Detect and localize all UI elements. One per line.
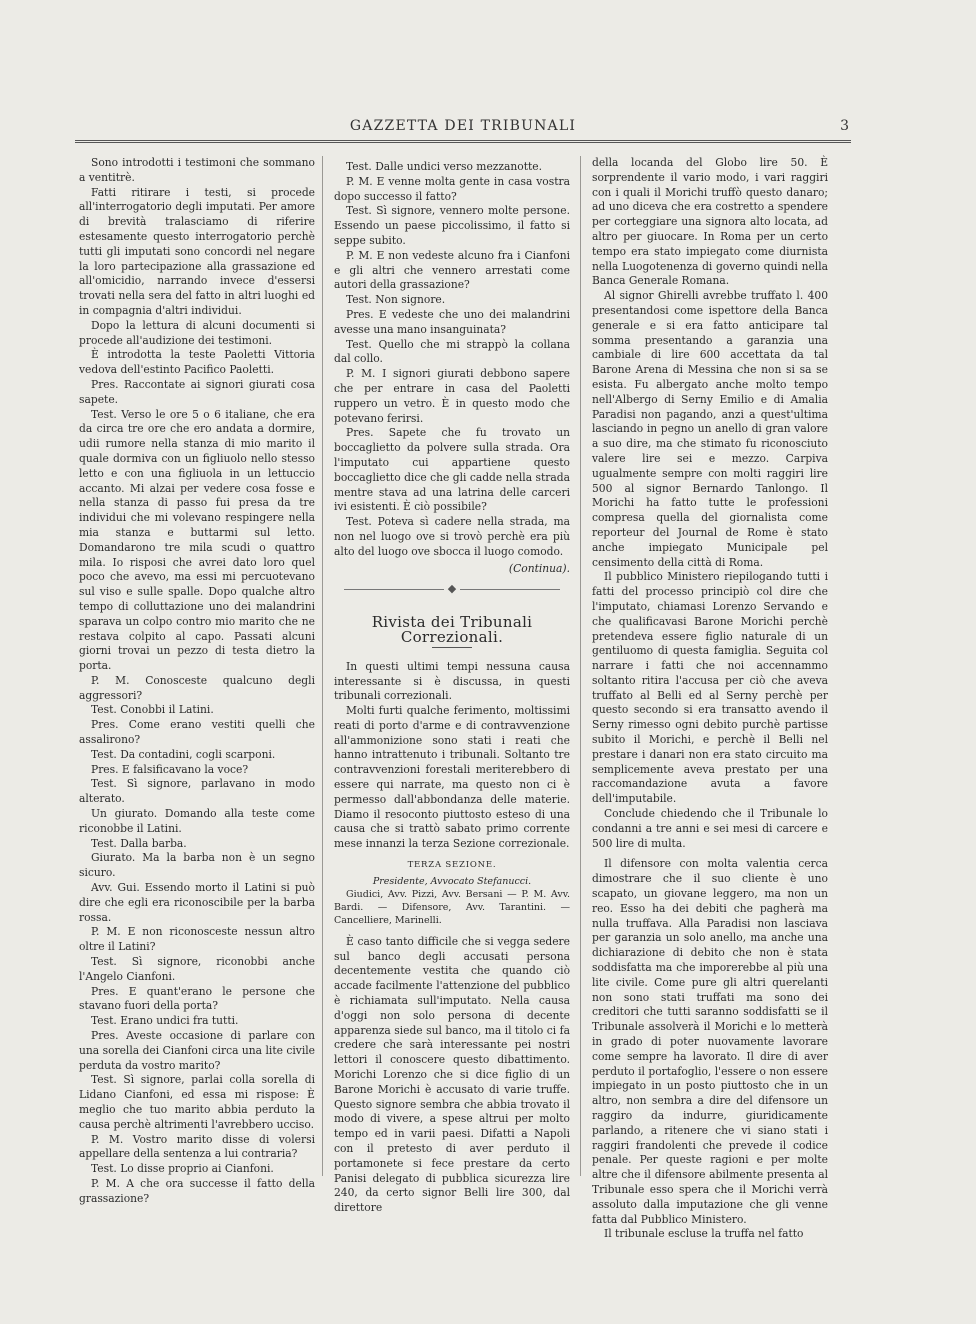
paragraph: È caso tanto difficile che si vegga sedere sul banco degli accusati persona decentemente vestita che quando ciò accade facilmente l'attenzione del pubblico è richiamata sull'imputato. Nella causa d'oggi non solo persona di decente apparenza siede sul banco, ma il titolo ci fa credere che sarà interessante pei nostri lettori il conoscere questo dibattimento. Morichi Lorenzo che si dice figlio di un Barone Morichi è accusato di varie truffe. Questo signore sembra che abbia trovato il modo di vivere, a spese altrui per molto tempo ed in varii paesi. Difatti a Napoli con il pretesto di aver perduto il portamonete si fece prestare da certo Panisi delegato di pubblica sicurezza lire 240, da certo signor Belli lire 300, dal direttore: [334, 934, 570, 1215]
paragraph: Il tribunale escluse la truffa nel fatto: [604, 1227, 804, 1241]
paragraph: Pres. Come erano vestiti quelli che assalirono?: [79, 718, 315, 747]
paragraph: Test. Sì signore, riconobbi anche l'Angelo Cianfoni.: [79, 955, 315, 983]
paragraph: Test. Dalle undici verso mezzanotte.: [346, 160, 543, 173]
presidency-line: Presidente, Avvocato Stefanucci.: [372, 875, 532, 887]
paragraph: Pres. Aveste occasione di parlare con una sorella dei Cianfoni circa una lite civile perduta da vostro marito?: [79, 1029, 315, 1072]
paragraph: Test. Non signore.: [346, 293, 446, 307]
paragraph: Il pubblico Ministero riepilogando tutti i fatti del processo principiò col dire che l'imputato, chiamasi Lorenzo Servando e che qualificavasi Barone Morichi perchè pretendeva essere figlio naturale di un gentiluomo di questa famiglia. Seguita col narrare i fatti che noi accennammo soltanto ritira l'accusa per ciò che aveva truffato al Belli ed al Serny perchè per questo secondo si era transatto avendo il Serny rimesso ogni debito purchè partisse subito il Morichi, e perchè il Belli nel prestare i danari non era stato circuito ma semplicemente aveva prestato per una raccomandazione avuta a favore dell'imputabile.: [592, 570, 828, 806]
paragraph: della locanda del Globo lire 50. È sorprendente il vario modo, i vari raggiri con i quali il Morichi truffò questo danaro; ad uno diceva che era costretto a spendere per corteggiare una signora alto locata, ad altro per giuocare. In Roma per un certo tempo era stato impiegato come diurnista nella Luogotenenza di governo quindi nella Banca Generale Romana.: [592, 156, 828, 288]
paragraph: Avv. Gui. Essendo morto il Latini si può dire che egli era riconoscibile per la barba rossa.: [79, 881, 315, 924]
continued-note: (Continua).: [508, 561, 570, 575]
paragraph: Sono introdotti i testimoni che sommano a ventitrè.: [79, 156, 315, 184]
paragraph: P. M. E non riconosceste nessun altro oltre il Latini?: [79, 925, 315, 954]
paragraph: Dopo la lettura di alcuni documenti si procede all'audizione dei testimoni.: [79, 318, 315, 347]
paragraph: Test. Da contadini, cogli scarponi.: [91, 747, 276, 761]
paragraph: Test. Conobbi il Latini.: [91, 703, 214, 717]
page-header: [75, 112, 851, 138]
paragraph: P. M. E venne molta gente in casa vostra dopo successo il fatto?: [334, 174, 570, 203]
page-number: 3: [840, 118, 849, 134]
column-divider: [580, 156, 581, 1176]
paragraph: Al signor Ghirelli avrebbe truffato l. 400 presentandosi come ispettore della Banca generale e si era fatto anticipare tal somma presentando a garanzia una cambiale di lire 600 accettata da tal Barone Arena di Messina che non si sa se esista. Fu albergato anche molto tempo nell'Albergo di Serny Emilio e di Amalia Paradisi non pagando, anzi a quest'ultima lasciando in pegno un anello di gran valore a suo dire, ma che stimato fu riconosciuto valere lire sei e mezzo. Carpiva ugualmente sempre con molti raggiri lire 500 al signor Bernardo Tanlongo. Il Morichi ha fatto tutte le professioni compresa quella del giornalista come reporteur del Journal de Rome è stato anche impiegato Municipale pel censimento della città di Roma.: [592, 289, 828, 569]
paragraph: Test. Sì signore, parlavano in modo alterato.: [79, 777, 315, 806]
paragraph: Fatti ritirare i testi, si procede all'interrogatorio degli imputati. Per amore di brevità tralasciamo di riferire estesamente questo interrogatorio perchè tutti gli imputati sono concordi nel negare la loro partecipazione alla grassazione ed all'omicidio, narrando invece d'essersi trovati nella sera del fatto in altri luoghi ed in compagnia d'altri individui.: [79, 185, 315, 317]
paragraph: P. M. I signori giurati debbono sapere che per entrare in casa del Paoletti ruppero un vetro. È in questo modo che potevano ferirsi.: [334, 367, 570, 425]
paragraph: Test. Sì signore, parlai colla sorella di Lidano Cianfoni, ed essa mi rispose: È meglio che tuo marito abbia perduto la causa perchè altrimenti l'avrebbero ucciso.: [79, 1073, 315, 1131]
paragraph: Molti furti qualche ferimento, moltissimi reati di porto d'arme e di contravvenzione all'ammonizione sono stati i reati che hanno intrattenuto i tribunali. Soltanto tre contravvenzioni forestali meriterebbero di essere qui narrate, ma questo non ci è permesso dall'abbondanza delle materie. Diamo il resoconto piuttosto esteso di una causa che si trattò sabato primo corrente mese innanzi la terza Sezione correzionale.: [334, 704, 570, 851]
paragraph: P. M. Conosceste qualcuno degli aggressori?: [79, 673, 315, 702]
paragraph: Pres. Sapete che fu trovato un boccaglietto da polvere sulla strada. Ora l'imputato cui appartiene questo boccaglietto dice che gli cadde nella strada mentre stava ad una latrina delle carceri ivi esistenti. È ciò possibile?: [334, 426, 570, 514]
paragraph: È introdotta la teste Paoletti Vittoria vedova dell'estinto Pacifico Paoletti.: [79, 348, 315, 377]
paragraph: Test. Verso le ore 5 o 6 italiane, che era da circa tre ore che ero andata a dormire, udii rumore nella stanza di mio marito il quale dormiva con un figliuolo nello stesso letto e con una figliuola in un lettuccio accanto. Mi alzai per vedere cosa fosse e nella stanza di passo fui presa da tre individui che mi volevano respingere nella mia stanza e buttarmi sul letto. Domandarono tre mila scudi o quattro mila. Io risposi che avrei dato loro quel poco che avevo, ma essi mi percuotevano sul viso e sulle spalle. Dopo qualche altro tempo di colluttazione uno dei malandrini sparava un colpo contro mio marito che ne restava colpito al capo. Passati alcuni giorni trovai un pezzo di testa dietro la porta.: [79, 407, 315, 673]
paragraph: Test. Poteva sì cadere nella strada, ma non nel luogo ove si trovò perchè era più alto del luogo ove sbocca il luogo comodo.: [334, 515, 570, 558]
paragraph: Un giurato. Domando alla teste come riconobbe il Latini.: [79, 807, 315, 835]
paragraph: Test. Dalla barba.: [91, 836, 187, 850]
title-underline: [432, 647, 472, 648]
paragraph: Test. Quello che mi strappò la collana dal collo.: [334, 337, 570, 366]
column-divider: [322, 156, 323, 1176]
paragraph: Conclude chiedendo che il Tribunale lo condanni a tre anni e sei mesi di carcere e 500 lire di multa.: [592, 807, 828, 850]
paragraph: P. M. E non vedeste alcuno fra i Cianfoni e gli altri che vennero arrestati come autori della grassazione?: [334, 248, 570, 292]
paragraph: Pres. Raccontate ai signori giurati cosa sapete.: [79, 377, 315, 406]
column-1: [79, 156, 315, 1207]
paragraph: Pres. E vedeste che uno dei malandrini avesse una mano insanguinata?: [334, 307, 570, 336]
paragraph: Giurato. Ma la barba non è un segno sicuro.: [79, 851, 315, 880]
newspaper-title: GAZZETTA DEI TRIBUNALI: [349, 118, 577, 134]
header-rule: [75, 140, 851, 143]
column-3: [592, 156, 828, 1242]
section-title: Rivista dei Tribunali Correzionali.: [371, 613, 533, 646]
paragraph: Il difensore con molta valentia cerca dimostrare che il suo cliente è uno scapato, un giovane leggero, ma non un reo. Esso ha dei debiti che pagherà ma nulla truffava. Alla Paradisi non lasciava per garanzia un solo anello, ma anche una dichiarazione di debito che non è stata soddisfatta ma che imporerebbe al più una lite civile. Come pure gli altri querelanti non sono stati truffati ma sono dei creditori che tutti saranno soddisfatti se il Tribunale assolverà il Morichi e lo metterà in grado di poter nuovamente lavorare come sempre ha lavorato. Il dire di aver perduto il portafoglio, l'essere o non essere impiegato in un posto piuttosto che in un altro, non sembra a dire del difensore un raggiro da indurre, giuridicamente parlando, a ritenere che vi siano stati i raggiri frandolenti che prevede il codice penale. Per queste ragioni e per molte altre che il difensore abilmente presenta al Tribunale esso spera che il Morichi verrà assoluto dalla imputazione che gli venne fatta dal Pubblico Ministero.: [592, 857, 828, 1226]
court-officers: Giudici, Avv. Pizzi, Avv. Bersani — P. M. Avv. Bardi. — Difensore, Avv. Tarantini. — Cancelliere, Marinelli.: [334, 888, 570, 926]
paragraph: P. M. A che ora successe il fatto della grassazione?: [79, 1176, 315, 1205]
paragraph: Test. Sì signore, vennero molte persone. Essendo un paese piccolissimo, il fatto si seppe subito.: [334, 204, 570, 247]
paragraph: Test. Lo disse proprio ai Cianfoni.: [91, 1162, 274, 1176]
paragraph: P. M. Vostro marito disse di volersi appellare della sentenza a lui contraria?: [79, 1132, 315, 1161]
paragraph: Test. Erano undici fra tutti.: [91, 1014, 239, 1028]
paragraph: Pres. E falsificavano la voce?: [91, 762, 249, 776]
court-section-heading: TERZA SEZIONE.: [407, 860, 497, 871]
column-2: [334, 160, 570, 1216]
paragraph: In questi ultimi tempi nessuna causa interessante si è discussa, in questi tribunali correzionali.: [334, 659, 570, 703]
ornament-icon: ◆: [444, 582, 460, 596]
paragraph: Pres. E quant'erano le persone che stavano fuori della porta?: [79, 984, 315, 1013]
ornamental-divider: [334, 582, 570, 597]
